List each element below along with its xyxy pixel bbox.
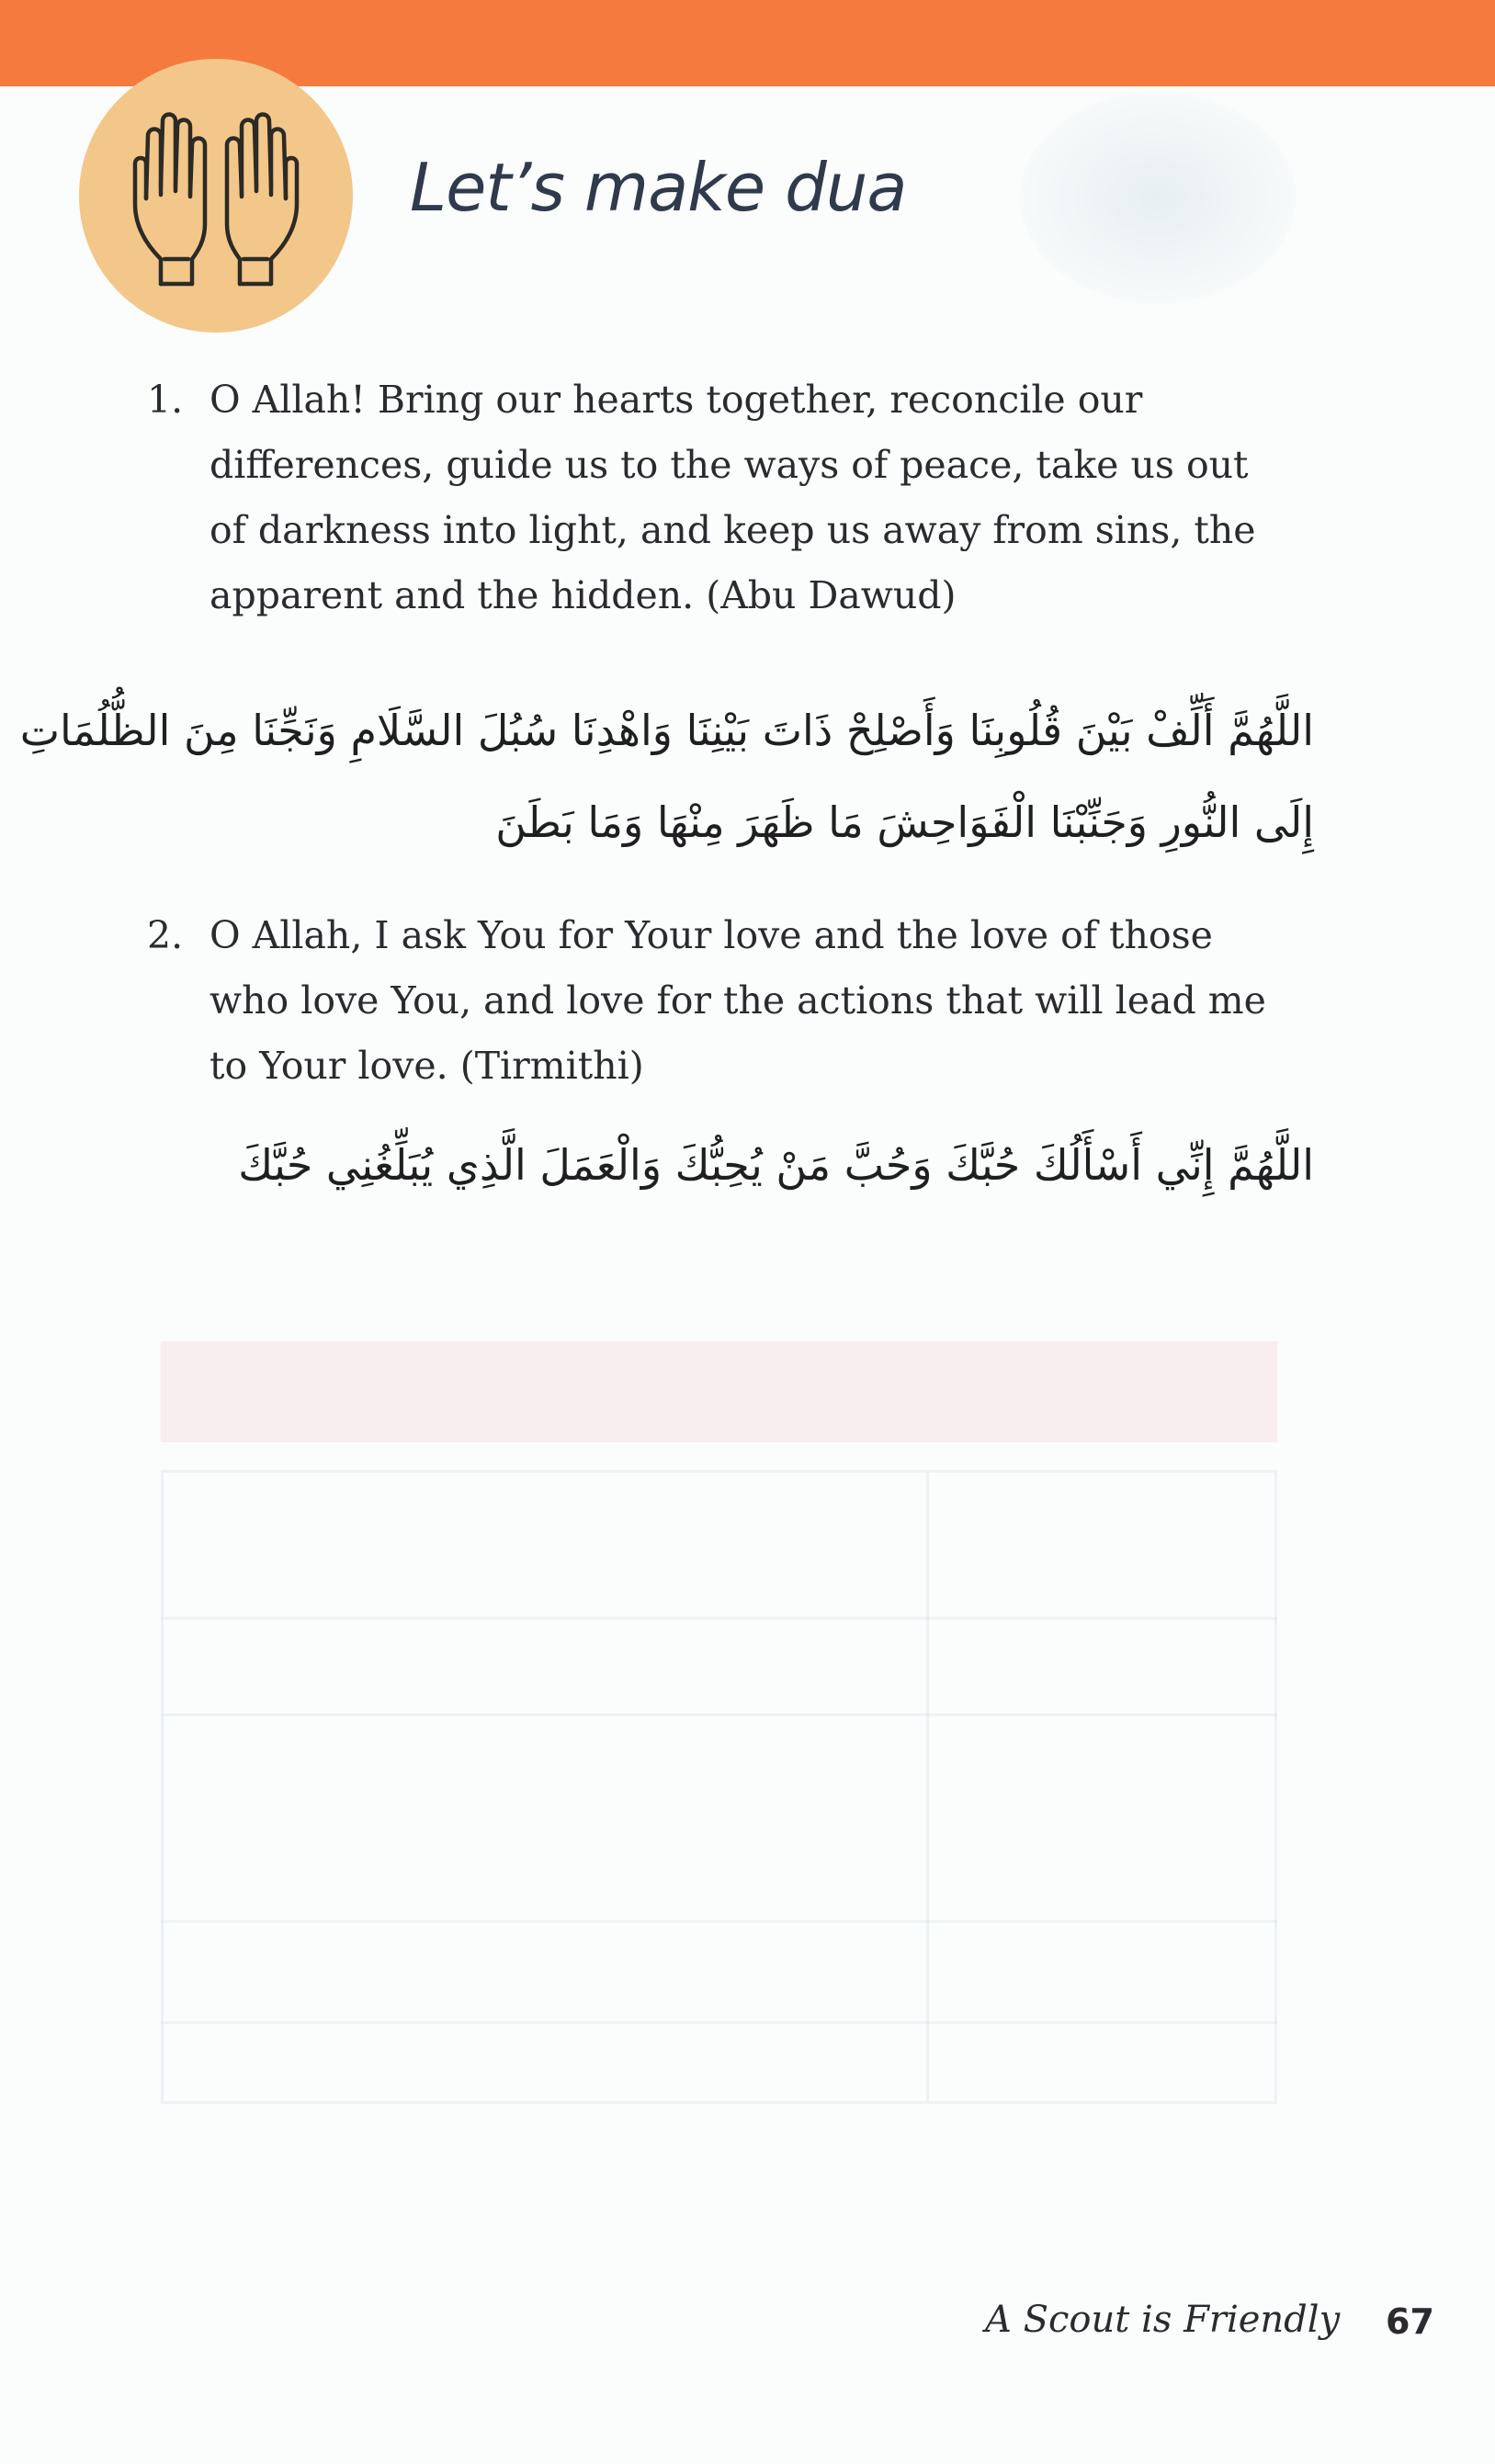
dua-number: 1. bbox=[147, 378, 184, 422]
bleed-through-rule bbox=[161, 2021, 1277, 2024]
dua-number: 2. bbox=[147, 913, 184, 957]
bleed-through-table bbox=[161, 1470, 1277, 2104]
page-number: 67 bbox=[1386, 2301, 1434, 2342]
dua-translation-line: O Allah, I ask You for Your love and the love of those bbox=[210, 913, 1213, 957]
dua-arabic-line: اللَّهُمَّ أَلِّفْ بَيْنَ قُلُوبِنَا وَأَصْلِحْ ذَاتَ بَيْنِنَا وَاهْدِنَا سُبُلَ السَّلَامِ وَنَجِّنَا مِنَ الظُّلُمَاتِ bbox=[19, 706, 1314, 755]
dua-translation bbox=[210, 367, 1312, 628]
praying-hands-icon bbox=[124, 96, 308, 298]
dua-translation-line: to Your love. (Tirmithi) bbox=[210, 1044, 644, 1088]
bleed-through-shape bbox=[1020, 92, 1296, 303]
dua-arabic-line: إِلَى النُّورِ وَجَنِّبْنَا الْفَوَاحِشَ مَا ظَهَرَ مِنْهَا وَمَا بَطَنَ bbox=[495, 797, 1314, 847]
dua-translation-line: of darkness into light, and keep us away from sins, the bbox=[210, 508, 1256, 552]
dua-translation-line: O Allah! Bring our hearts together, reconcile our bbox=[210, 378, 1143, 422]
dua-badge bbox=[79, 59, 353, 333]
bleed-through-rule bbox=[161, 1713, 1277, 1716]
bleed-through-rule bbox=[161, 1617, 1277, 1620]
dua-translation-line: apparent and the hidden. (Abu Dawud) bbox=[210, 573, 957, 617]
dua-translation-line: who love You, and love for the actions that will lead me bbox=[210, 978, 1266, 1023]
dua-translation-line: differences, guide us to the ways of peace, take us out bbox=[210, 443, 1249, 487]
bleed-through-rule bbox=[161, 1920, 1277, 1923]
dua-arabic bbox=[19, 684, 1314, 868]
dua-arabic-line: اللَّهُمَّ إِنِّي أَسْأَلُكَ حُبَّكَ وَحُبَّ مَنْ يُحِبُّكَ وَالْعَمَلَ الَّذِي يُبَلِّغُنِي حُبَّكَ bbox=[238, 1140, 1314, 1190]
bleed-through-band bbox=[161, 1341, 1277, 1442]
footer-section-title: A Scout is Friendly bbox=[985, 2299, 1341, 2341]
dua-arabic bbox=[138, 1119, 1314, 1211]
dua-translation bbox=[210, 903, 1312, 1099]
section-heading: Let’s make dua bbox=[410, 149, 907, 226]
